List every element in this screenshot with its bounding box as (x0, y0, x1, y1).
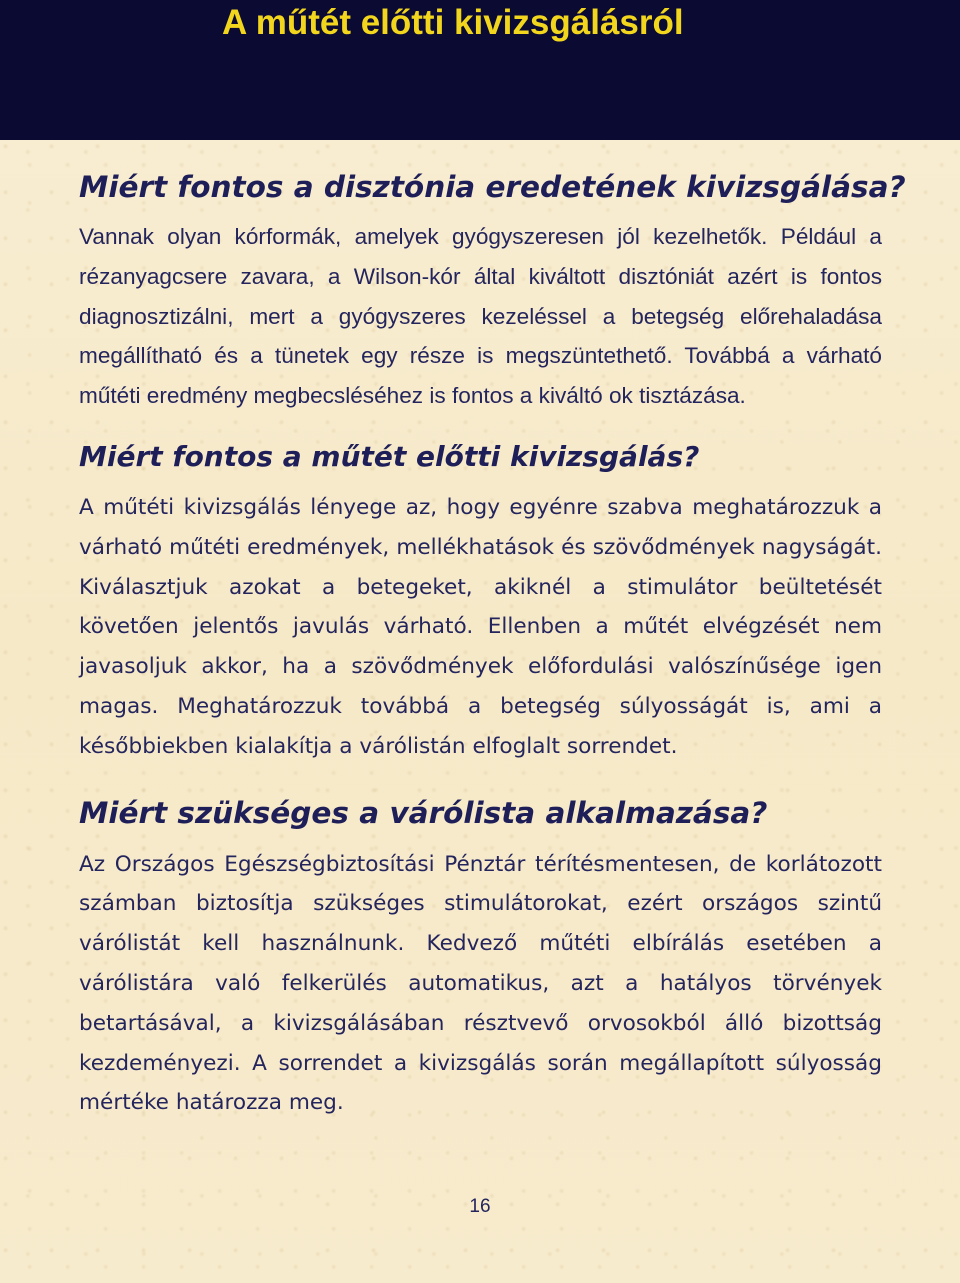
article-content (79, 166, 906, 1123)
page-title: A műtét előtti kivizsgálásról (222, 3, 684, 42)
header-bar (0, 0, 960, 140)
section-heading-disztonia: Miért fontos a disztónia eredetének kivizsgálása? (79, 170, 906, 204)
section-body-kivizsgalas: A műtéti kivizsgálás lényege az, hogy egyénre szabva meghatározzuk a várható műtéti eredmények, mellékhatások és szövődmények nagyságát. Kiválasztjuk azokat a betegeket, akiknél a stimulátor beültetését követően jelentős javulás várható. Ellenben a műtét elvégzését nem javasoljuk akkor, ha a szövődmények előfordulási valószínűsége igen magas. Meghatározzuk továbbá a betegség súlyosságát is, ami a későbbiekben kialakítja a várólistán elfoglalt sorrendet. (79, 494, 882, 759)
section-heading-kivizsgalas: Miért fontos a műtét előtti kivizsgálás? (79, 439, 700, 473)
section-body-disztonia: Vannak olyan kórformák, amelyek gyógyszeresen jól kezelhetők. Például a rézanyagcsere zavara, a Wilson-kór által kiváltott disztóniát azért is fontos diagnosztizálni, mert a gyógyszeres kezeléssel a betegség előrehaladása megállítható és a tünetek egy része is megszüntethető. Továbbá a várható műtéti eredmény megbecsléséhez is fontos a kiváltó ok tisztázása. (79, 224, 882, 409)
section-body-varolista: Az Országos Egészségbiztosítási Pénztár térítésmentesen, de korlátozott számban biztosítja szükséges stimulátorokat, ezért országos szintű várólistát kell használnunk. Kedvező műtéti elbírálás esetében a várólistára való felkerülés automatikus, azt a hatályos törvények betartásával, a kivizsgálásában résztvevő orvosokból álló bizottság kezdeményezi. A sorrendet a kivizsgálás során megállapított súlyosság mértéke határozza meg. (79, 851, 882, 1116)
section-heading-varolista: Miért szükséges a várólista alkalmazása? (79, 795, 768, 830)
page-number: 16 (469, 1196, 491, 1217)
